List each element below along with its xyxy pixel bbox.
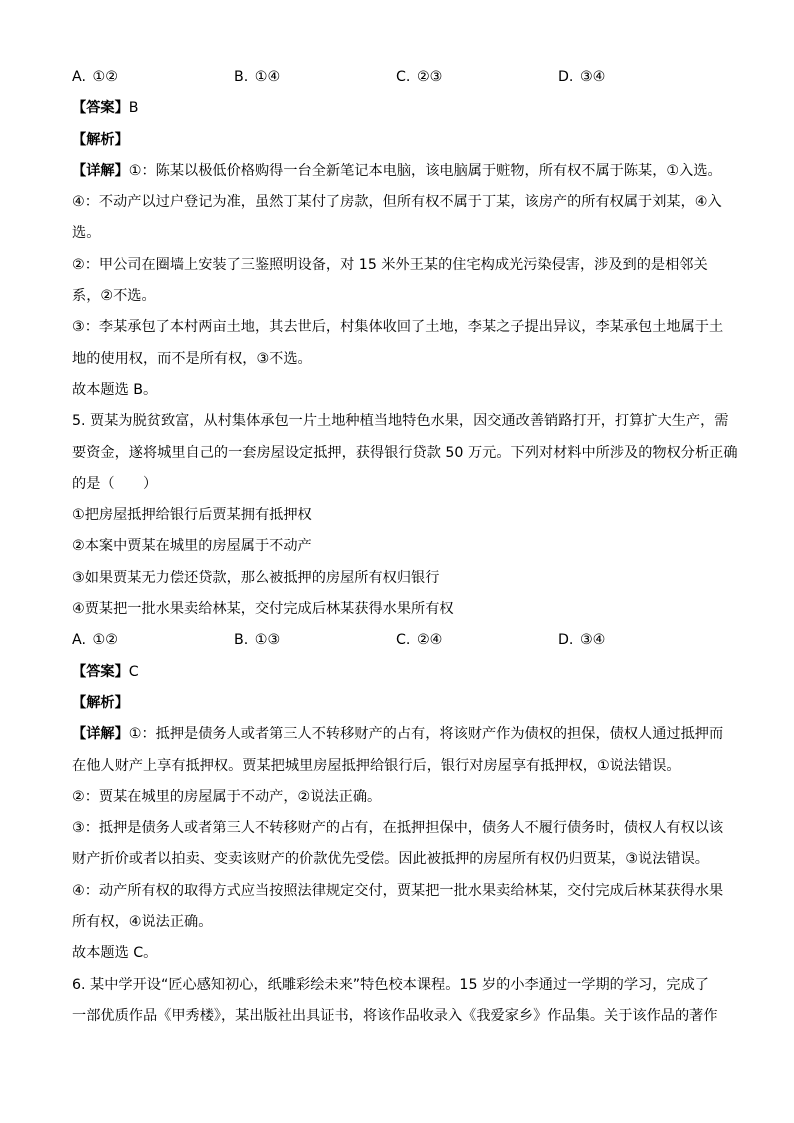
q5-statement: ③如果贾某无力偿还贷款，那么被抵押的房屋所有权归银行	[72, 569, 440, 586]
q4-analysis-heading: 【解析】	[72, 131, 129, 148]
q4-detail-line: 选。	[72, 225, 101, 242]
q5-detail-line: 在他人财产上享有抵押权。贾某把城里房屋抵押给银行后，银行对房屋享有抵押权，①说法错误。	[72, 757, 681, 774]
q5-answer: 【答案】C	[72, 663, 139, 680]
q4-options	[72, 62, 732, 93]
q4-detail-line: 系，②不选。	[72, 288, 156, 305]
q4-conclusion: 故本题选 B。	[72, 381, 158, 398]
q4-option-b[interactable]: B. ①④	[234, 69, 281, 85]
q4-detail-line: 地的使用权，而不是所有权，③不选。	[72, 350, 312, 367]
q5-detail-line: 财产折价或者以拍卖、变卖该财产的价款优先受偿。因此被抵押的房屋所有权仍归贾某，③说法错误。	[72, 851, 709, 868]
q5-option-a[interactable]: A. ①②	[72, 632, 118, 649]
q5-statement: ④贾某把一批水果卖给林某，交付完成后林某获得水果所有权	[72, 601, 454, 618]
q5-option-d[interactable]: D. ③④	[558, 632, 606, 649]
q4-option-d[interactable]: D. ③④	[558, 69, 606, 85]
q5-conclusion: 故本题选 C。	[72, 945, 158, 962]
q5-detail-line: ②：贾某在城里的房屋属于不动产，②说法正确。	[72, 788, 382, 805]
q5-statement: ②本案中贾某在城里的房屋属于不动产	[72, 538, 312, 555]
q5-detail-line: 【详解】①：抵押是债务人或者第三人不转移财产的占有，将该财产作为债权的担保，债权人通过抵押而	[72, 726, 724, 743]
q5-statement: ①把房屋抵押给银行后贾某拥有抵押权	[72, 507, 312, 524]
q5-stem-line: 的是（ ）	[72, 475, 158, 492]
q4-option-c[interactable]: C. ②③	[396, 69, 443, 85]
q5-detail-line: ③：抵押是债务人或者第三人不转移财产的占有，在抵押担保中，债务人不履行债务时，债权人有权以该	[72, 820, 724, 837]
q4-answer: 【答案】B	[72, 100, 139, 117]
q4-detail-line: ③：李某承包了本村两亩土地，其去世后，村集体收回了土地，李某之子提出异议，李某承包土地属于土	[72, 319, 724, 336]
q5-analysis-heading: 【解析】	[72, 694, 129, 711]
q5-option-c[interactable]: C. ②④	[396, 632, 443, 649]
q5-stem-line: 要资金，遂将城里自己的一套房屋设定抵押，获得银行贷款 50 万元。下列对材料中所涉及的物权分析正确	[72, 444, 738, 461]
document-page	[72, 62, 738, 1032]
q6-stem-line: 6. 某中学开设“匠心感知初心，纸雕彩绘未来”特色校本课程。15 岁的小李通过一学期的学习，完成了	[72, 976, 709, 993]
q5-option-b[interactable]: B. ①③	[234, 632, 281, 649]
q4-detail-line: ④：不动产以过户登记为准，虽然丁某付了房款，但所有权不属于丁某，该房产的所有权属于刘某，④入	[72, 194, 722, 211]
q4-detail-line: 【详解】①：陈某以极低价格购得一台全新笔记本电脑，该电脑属于赃物，所有权不属于陈某，①入选。	[72, 162, 722, 179]
q5-options	[72, 625, 732, 656]
q4-option-a[interactable]: A. ①②	[72, 69, 118, 85]
q4-detail-line: ②：甲公司在圈墙上安装了三鉴照明设备，对 15 米外王某的住宅构成光污染侵害，涉及到的是相邻关	[72, 256, 708, 273]
q5-detail-line: ④：动产所有权的取得方式应当按照法律规定交付，贾某把一批水果卖给林某，交付完成后林某获得水果	[72, 882, 724, 899]
q5-detail-line: 所有权，④说法正确。	[72, 914, 213, 931]
q5-stem-line: 5. 贾某为脱贫致富，从村集体承包一片土地种植当地特色水果，因交通改善销路打开，打算扩大生产，需	[72, 413, 729, 430]
q6-stem-line: 一部优质作品《甲秀楼》，某出版社出具证书，将该作品收录入《我爱家乡》作品集。关于该作品的著作	[72, 1007, 718, 1024]
